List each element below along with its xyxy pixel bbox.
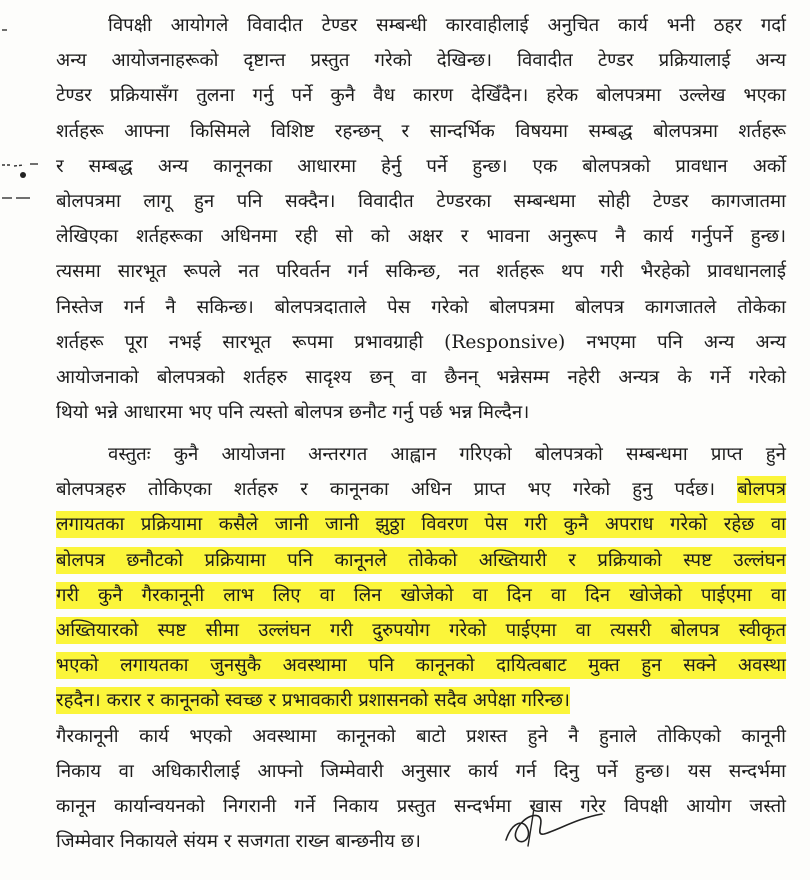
highlighted-text: बोलपत्र छनौटको प्रक्रियामा पनि कानूनले तोकेको अख्तियारी र प्रक्रियाको स्पष्ट उल्लंघन: [56, 547, 786, 574]
paragraph-2: [56, 437, 786, 859]
text-line: अन्य आयोजनाहरूको दृष्टान्त प्रस्तुत गरेको देखिन्छ। विवादीत टेण्डर प्रक्रियालाई अन्य: [56, 50, 786, 72]
margin-annotation-marks: [0, 0, 56, 210]
text-line: शर्तहरू आफ्ना किसिमले विशिष्ट रहन्छन् र सान्दर्भिक विषयमा सम्बद्ध बोलपत्रमा शर्तहरू: [56, 120, 786, 142]
highlighted-line: [56, 543, 786, 578]
text-line: बोलपत्रमा लागू हुन पनि सक्दैन। विवादीत टेण्डरका सम्बन्धमा सोही टेण्डर कागजातमा: [56, 190, 786, 212]
plain-text-segment: बोलपत्रहरु तोकिएका शर्तहरु र कानूनका अधिन प्राप्त भए गरेको हुनु पर्दछ।: [56, 479, 716, 501]
highlighted-line: [56, 578, 786, 613]
text-line: शर्तहरू पूरा नभई सारभूत रूपमा प्रभावग्राही (Responsive) नभएमा पनि अन्य अन्य: [56, 331, 786, 353]
highlighted-text: भएको लगायतका जुनसुकै अवस्थामा पनि कानूनको दायित्वबाट मुक्त हुन सक्ने अवस्था: [56, 652, 786, 679]
highlighted-text-segment: बोलपत्र: [737, 476, 786, 503]
highlighted-text: गरी कुनै गैरकानूनी लाभ लिए वा लिन खोजेको वा दिन वा दिन खोजेको पाईएमा वा: [56, 582, 786, 609]
text-line: र सम्बद्ध अन्य कानूनका आधारमा हेर्नु पर्ने हुन्छ। एक बोलपत्रको प्रावधान अर्को: [56, 155, 786, 177]
text-line: टेण्डर प्रक्रियासँग तुलना गर्नु पर्ने कुनै वैध कारण देखिँदैन। हरेक बोलपत्रमा उल्लेख भएका: [56, 85, 786, 107]
highlighted-line: [56, 613, 786, 648]
text-line: लेखिएका शर्तहरूका अधिनमा रही सो को अक्षर र भावना अनुरूप नै कार्य गर्नुपर्ने हुन्छ।: [56, 226, 786, 248]
text-line-mixed: [56, 472, 786, 507]
text-line: थियो भन्ने आधारमा भए पनि त्यस्तो बोलपत्र छनौट गर्नु पर्छ भन्न मिल्दैन।: [56, 402, 530, 424]
paragraph-1: [56, 8, 786, 430]
text-line: त्यसमा सारभूत रूपले नत परिवर्तन गर्न सकिन्छ, नत शर्तहरू थप गरी भैरहेको प्रावधानलाई: [56, 261, 786, 283]
text-line: निकाय वा अधिकारीलाई आफ्नो जिम्मेवारी अनुसार कार्य गर्न दिनु पर्ने हुन्छ। यस सन्दर्भमा: [56, 760, 786, 782]
highlighted-text: अख्तियारको स्पष्ट सीमा उल्लंघन गरी दुरुपयोग गरेको पाईएमा वा त्यसरी बोलपत्र स्वीकृत: [56, 617, 786, 644]
handwritten-signature: [498, 800, 608, 860]
text-line: कानून कार्यान्वयनको निगरानी गर्ने निकाय प्रस्तुत सन्दर्भमा खास गरेर विपक्षी आयोग जस्तो: [56, 795, 786, 817]
text-line: निस्तेज गर्न नै सकिन्छ। बोलपत्रदाताले पेस गरेको बोलपत्रमा बोलपत्र कागजातले तोकेका: [56, 296, 786, 318]
text-line: विपक्षी आयोगले विवादीत टेण्डर सम्बन्धी कारवाहीलाई अनुचित कार्य भनी ठहर गर्दा: [108, 15, 786, 36]
text-line: जिम्मेवार निकायले संयम र सजगता राख्न बान्छनीय छ।: [56, 831, 421, 853]
highlighted-text: लगायतका प्रक्रियामा कसैले जानी जानी झुठ्ठा विवरण पेस गरी कुनै अपराध गरेको रहेछ वा: [56, 511, 786, 538]
highlighted-line: [56, 648, 786, 683]
text-line: वस्तुतः कुनै आयोजना अन्तरगत आह्वान गरिएको बोलपत्रको सम्बन्धमा प्राप्त हुने: [108, 444, 786, 465]
highlighted-text: रहदैन। करार र कानूनको स्वच्छ र प्रभावकारी प्रशासनको सदैव अपेक्षा गरिन्छ।: [56, 687, 570, 714]
highlighted-line: [56, 683, 786, 718]
text-line: आयोजनाको बोलपत्रको शर्तहरु सादृश्य छन् वा छैनन् भन्नेसम्म नहेरी अन्यत्र के गर्ने गरेको: [56, 366, 786, 388]
text-line: गैरकानूनी कार्य भएको अवस्थामा कानूनको बाटो प्रशस्त हुने नै हुनाले तोकिएको कानूनी: [56, 725, 786, 747]
highlighted-line: [56, 507, 786, 542]
